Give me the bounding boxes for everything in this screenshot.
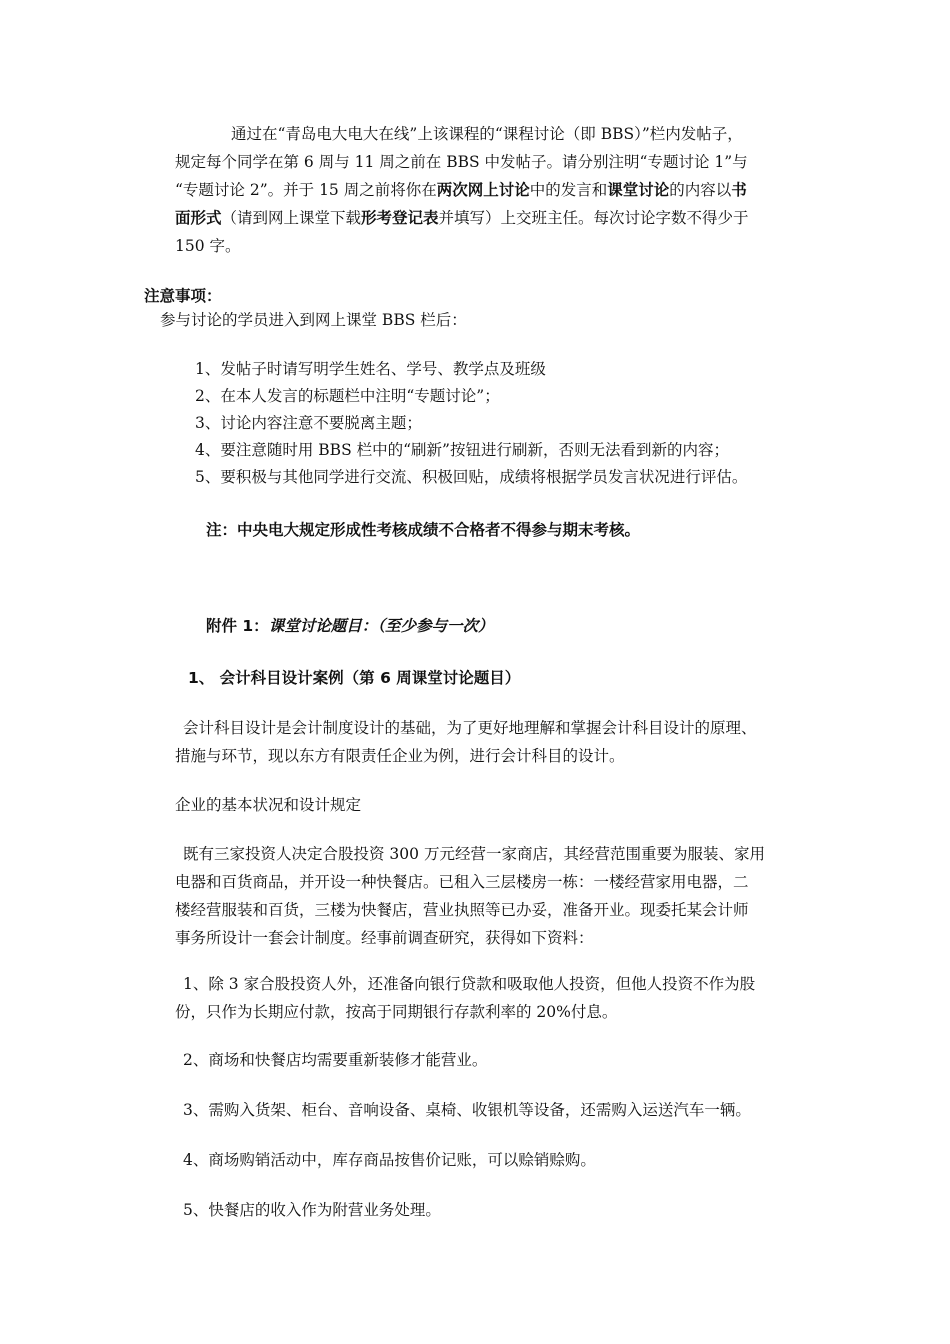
- notes-item: 1、发帖子时请写明学生姓名、学号、教学点及班级: [195, 360, 546, 378]
- appendix-title: 课堂讨论题目：（至少参与一次）: [268, 617, 494, 635]
- intro-line-5: 150 字。: [175, 237, 241, 255]
- notes-item: 5、要积极与其他同学进行交流、积极回贴，成绩将根据学员发言状况进行评估。: [195, 468, 748, 486]
- list-item: 5、快餐店的收入作为附营业务处理。: [183, 1201, 441, 1219]
- intro-line-4: [175, 204, 749, 232]
- paragraph-line: 电器和百货商品，并开设一种快餐店。已租入三层楼房一栋：一楼经营家用电器，二: [175, 873, 749, 891]
- list-item: 1、除 3 家合股投资人外，还准备向银行贷款和吸取他人投资，但他人投资不作为股: [183, 975, 756, 993]
- notes-item: 2、在本人发言的标题栏中注明“专题讨论”；: [195, 387, 500, 405]
- subheading: 企业的基本状况和设计规定: [175, 796, 362, 814]
- intro-text: （请到网上课堂下载: [221, 209, 362, 227]
- notes-item: 4、要注意随时用 BBS 栏中的“刷新”按钮进行刷新，否则无法看到新的内容；: [195, 441, 729, 459]
- intro-emphasis: 形考登记表: [361, 209, 439, 227]
- paragraph-line: 楼经营服装和百货，三楼为快餐店，营业执照等已办妥，准备开业。现委托某会计师: [175, 901, 749, 919]
- intro-emphasis: 两次网上讨论: [436, 181, 530, 199]
- case-title: 1、 会计科目设计案例（第 6 周课堂讨论题目）: [188, 669, 521, 687]
- intro-text: 的内容以: [669, 181, 732, 199]
- appendix-label: 附件 1：: [206, 617, 269, 635]
- intro-text: 中的发言和: [529, 181, 608, 199]
- intro-emphasis: 课堂讨论: [607, 181, 670, 199]
- list-item: 2、商场和快餐店均需要重新装修才能营业。: [183, 1051, 488, 1069]
- notes-item: 3、讨论内容注意不要脱离主题；: [195, 414, 422, 432]
- intro-line-1: 通过在“青岛电大电大在线”上该课程的“课程讨论（即 BBS）”栏内发帖子，: [231, 125, 743, 143]
- list-item: 3、需购入货架、柜台、音响设备、桌椅、收银机等设备，还需购入运送汽车一辆。: [183, 1101, 751, 1119]
- list-item: 4、商场购销活动中，库存商品按售价记账，可以赊销赊购。: [183, 1151, 596, 1169]
- appendix-heading: [206, 612, 493, 640]
- intro-line-2: 规定每个同学在第 6 周与 11 周之前在 BBS 中发帖子。请分别注明“专题讨论 1”与: [175, 153, 748, 171]
- notes-heading: 注意事项：: [144, 287, 222, 305]
- notes-lead: 参与讨论的学员进入到网上课堂 BBS 栏后：: [160, 311, 467, 329]
- warning-note: 注：中央电大规定形成性考核成绩不合格者不得参与期末考核。: [206, 521, 641, 539]
- intro-line-3: [175, 176, 747, 204]
- list-item: 份，只作为长期应付款，按高于同期银行存款利率的 20%付息。: [175, 1003, 618, 1021]
- paragraph-line: 事务所设计一套会计制度。经事前调查研究，获得如下资料：: [175, 929, 594, 947]
- intro-emphasis: 面形式: [175, 209, 222, 227]
- paragraph-line: 既有三家投资人决定合股投资 300 万元经营一家商店，其经营范围重要为服装、家用: [183, 845, 765, 863]
- intro-text: 并填写）上交班主任。每次讨论字数不得少于: [438, 209, 749, 227]
- intro-text: “专题讨论 2”。并于 15 周之前将你在: [175, 181, 437, 199]
- paragraph-line: 措施与环节，现以东方有限责任企业为例，进行会计科目的设计。: [175, 747, 625, 765]
- paragraph-line: 会计科目设计是会计制度设计的基础，为了更好地理解和掌握会计科目设计的原理、: [183, 719, 757, 737]
- intro-emphasis: 书: [731, 181, 747, 199]
